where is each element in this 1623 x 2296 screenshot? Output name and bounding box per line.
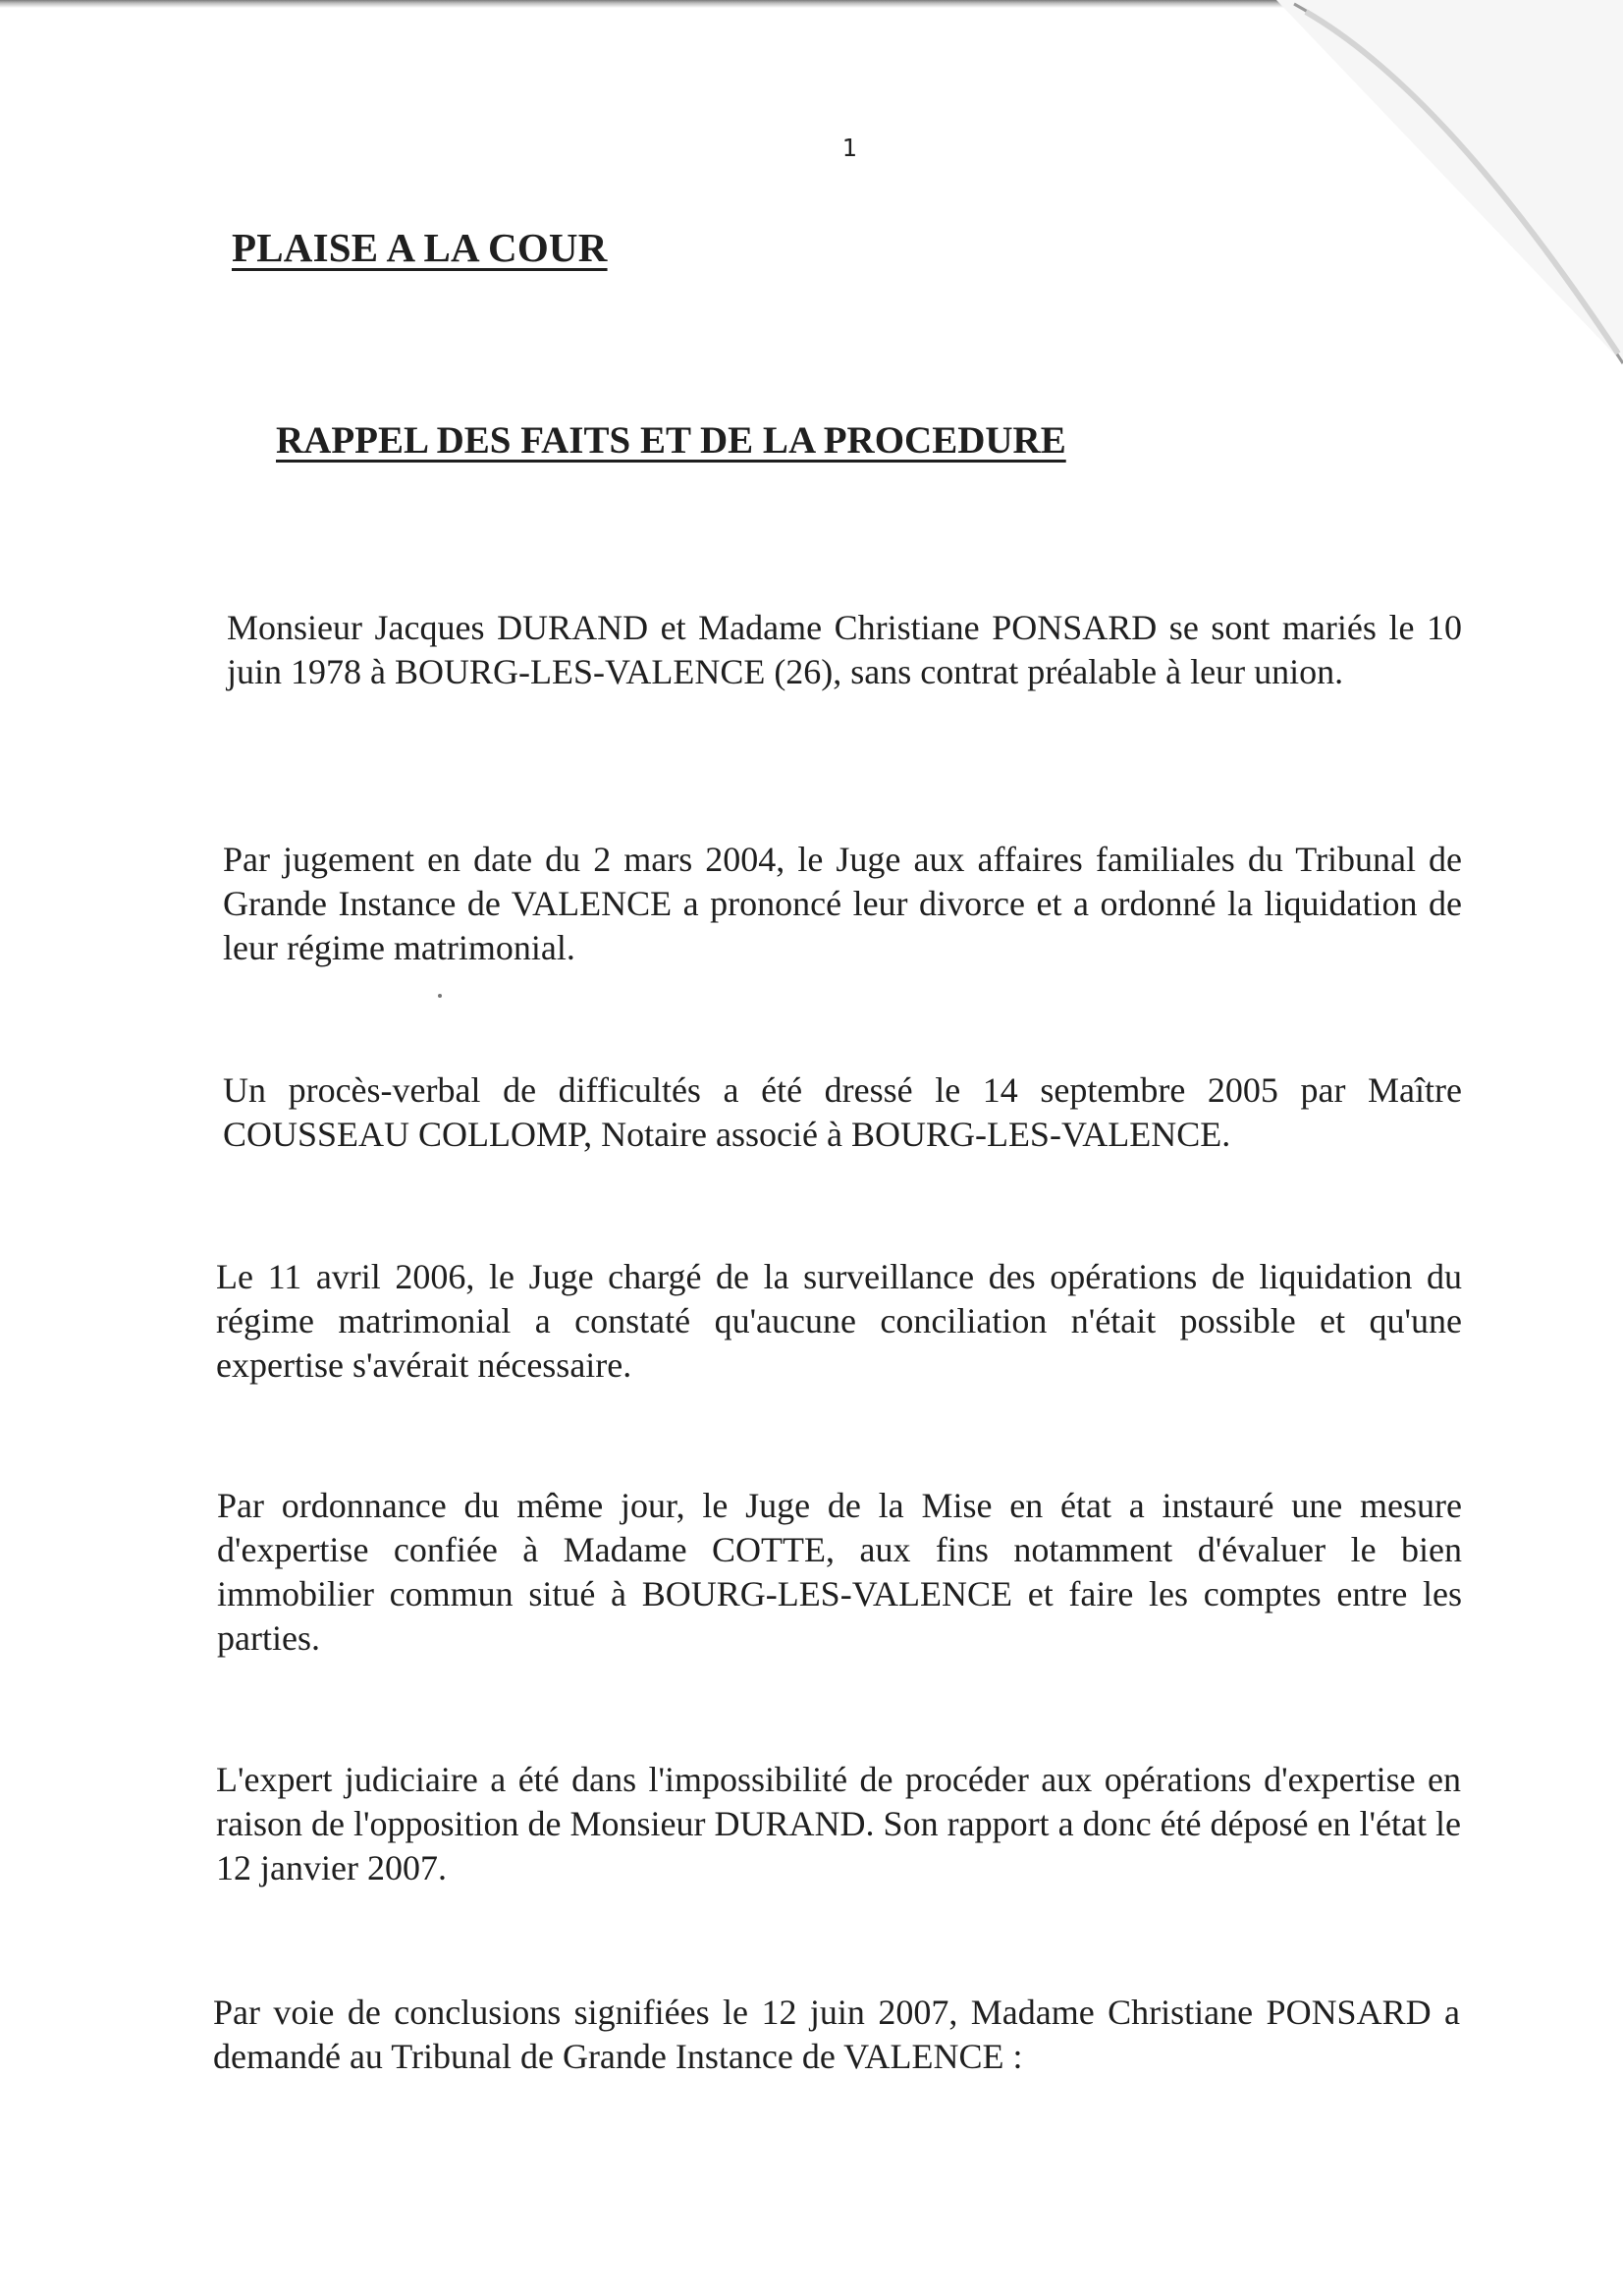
paragraph-divorce-judgment: Par jugement en date du 2 mars 2004, le Juge aux affaires familiales du Tribunal de Grande Instance de VALENCE a prononcé leur divorce et a ordonné la liquidation de leur régime matrimonial. [223,840,1462,967]
paragraph-conclusions: Par voie de conclusions signifiées le 12 juin 2007, Madame Christiane PONSARD a demandé au Tribunal de Grande Instance de VALENCE : [213,1993,1460,2076]
paragraph-conciliation: Le 11 avril 2006, le Juge chargé de la surveillance des opérations de liquidation du régime matrimonial a constaté qu'aucune conciliation n'était possible et qu'une expertise s'avérait nécessaire. [216,1257,1462,1385]
page-title: PLAISE A LA COUR [232,225,608,270]
paragraph-expert-report: L'expert judiciaire a été dans l'impossibilité de procéder aux opérations d'expertise en raison de l'opposition de Monsieur DURAND. Son rapport a donc été déposé en l'état le 12 janvier 2007. [216,1760,1461,1887]
scan-top-edge [0,0,1623,8]
page-number: 1 [841,134,857,162]
paragraph-expertise-order: Par ordonnance du même jour, le Juge de la Mise en état a instauré une mesure d'expertise confiée à Madame COTTE, aux fins notamment d'évaluer le bien immobilier commun situé à BOURG-LES-VALENCE et faire les comptes entre les parties. [217,1486,1462,1658]
paragraph-marriage: Monsieur Jacques DURAND et Madame Christiane PONSARD se sont mariés le 10 juin 1978 à BOURG-LES-VALENCE (26), sans contrat préalable à leur union. [227,608,1462,691]
paragraph-proces-verbal: Un procès-verbal de difficultés a été dressé le 14 septembre 2005 par Maître COUSSEAU COLLOMP, Notaire associé à BOURG-LES-VALENCE. [223,1070,1462,1154]
section-heading: RAPPEL DES FAITS ET DE LA PROCEDURE [276,419,1066,462]
scan-speck [438,994,442,998]
